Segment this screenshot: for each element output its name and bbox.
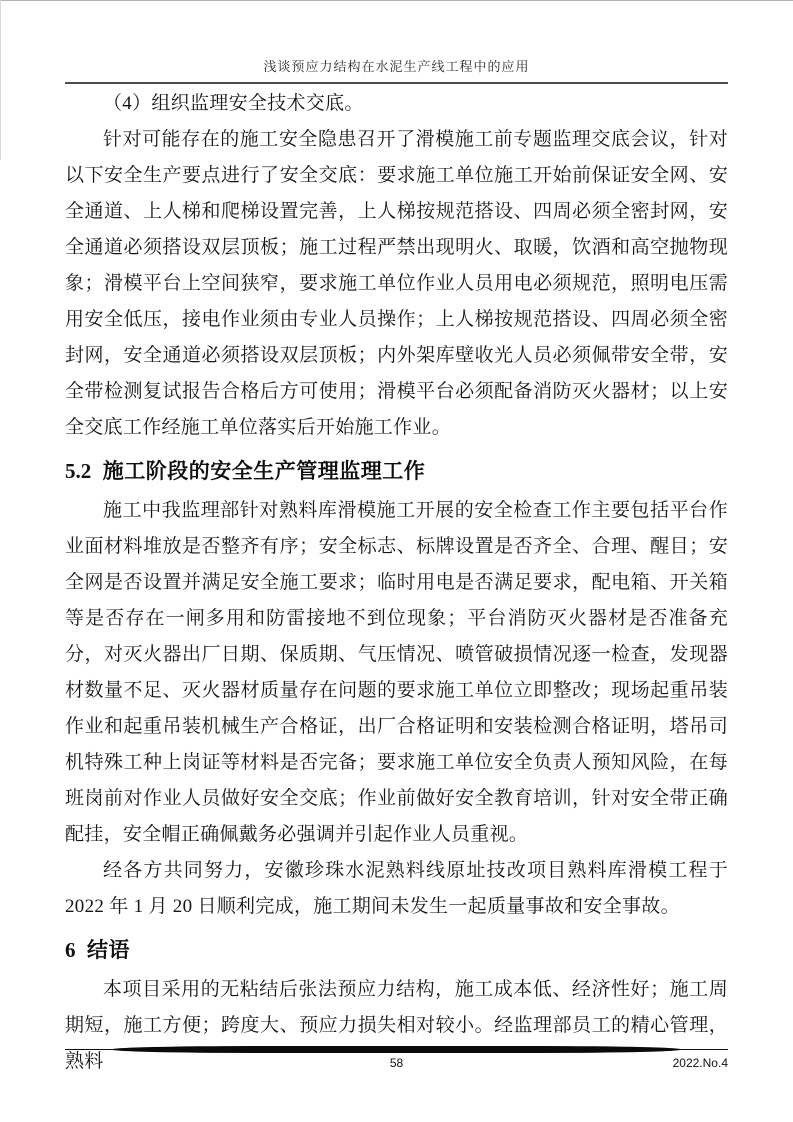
footer-rule [65, 1046, 728, 1053]
footer-row [65, 1056, 728, 1074]
running-title: 浅谈预应力结构在水泥生产线工程中的应用 [263, 59, 530, 74]
footer-rule-lens [111, 1046, 681, 1053]
paragraph-completion: 经各方共同努力，安徽珍珠水泥熟料线原址技改项目熟料库滑模工程于 2022 年 1 月 20 日顺利完成，施工期间未发生一起质量事故和安全事故。 [65, 860, 728, 917]
header-rule [65, 82, 728, 84]
list-item-4: （4）组织监理安全技术交底。 [103, 93, 364, 114]
page-number: 58 [389, 1056, 404, 1070]
page-body [65, 86, 728, 1080]
section-title: 结语 [87, 939, 131, 962]
scan-edge-top [0, 0, 793, 1]
paragraph-safety-inspection: 施工中我监理部针对熟料库滑模施工开展的安全检查工作主要包括平台作业面材料堆放是否整齐有序；安全标志、标牌设置是否齐全、合理、醒目；安全网是否设置并满足安全施工要求；临时用电是否满足要求，配电箱、开关箱等是否存在一闸多用和防雷接地不到位现象；平台消防灭火器材是否准备充分，对灭火器出厂日期、保质期、气压情况、喷管破损情况逐一检查，发现器材数量不足、灭火器材质量存在问题的要求施工单位立即整改；现场起重吊装作业和起重吊装机械生产合格证，出厂合格证明和安装检测合格证明，塔吊司机特殊工种上岗证等材料是否完备；要求施工单位安全负责人预知风险，在每班岗前对作业人员做好安全交底；作业前做好安全教育培训，针对安全带正确配挂，安全帽正确佩戴务必强调并引起作业人员重视。 [65, 500, 728, 845]
scan-edge-left [0, 0, 1, 160]
section-number: 5.2 [65, 459, 92, 483]
paragraph-safety-briefing: 针对可能存在的施工安全隐患召开了滑模施工前专题监理交底会议，针对以下安全生产要点进行了安全交底：要求施工单位施工开始前保证安全网、安全通道、上人梯和爬梯设置完善，上人梯按规范搭设、四周必须全密封网，安全通道必须搭设双层顶板；施工过程严禁出现明火、取暖，饮酒和高空抛物现象；滑模平台上空间狭窄，要求施工单位作业人员用电必须规范，照明电压需用安全低压，接电作业须由专业人员操作；上人梯按规范搭设、四周必须全密封网，安全通道必须搭设双层顶板；内外架库壁收光人员必须佩带安全带，安全带检测复试报告合格后方可使用；滑模平台必须配备消防灭火器材；以上安全交底工作经施工单位落实后开始施工作业。 [65, 129, 728, 438]
issue-label: 2022.No.4 [672, 1056, 728, 1070]
section-heading-6 [65, 931, 728, 970]
section-number: 6 [65, 938, 76, 962]
section-title: 施工阶段的安全生产管理监理工作 [102, 460, 426, 483]
section-heading-5-2 [65, 452, 728, 491]
paragraph-conclusion: 本项目采用的无粘结后张法预应力结构，施工成本低、经济性好；施工周期短，施工方便；跨度大、预应力损失相对较小。经监理部员工的精心管理，熟料 [65, 979, 728, 1072]
